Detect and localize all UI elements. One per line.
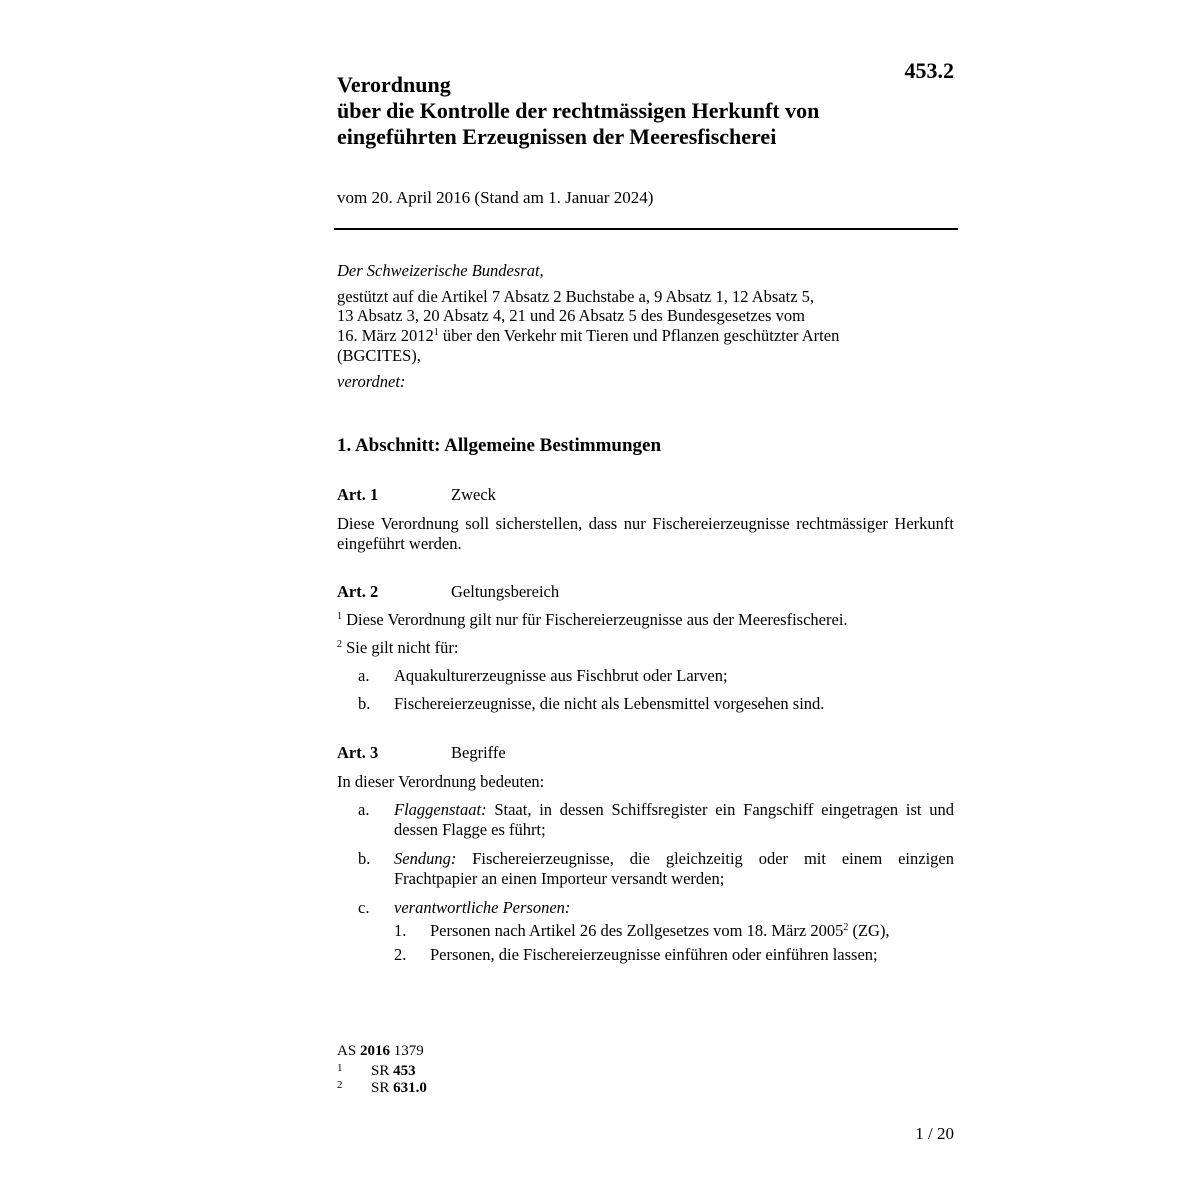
art-2-paragraph-2-text: Sie gilt nicht für: [342, 638, 459, 657]
as-year: 2016 [359, 1043, 390, 1059]
art-3-sub-1-number: 1. [394, 921, 407, 940]
as-page: 1379 [389, 1043, 424, 1059]
basis-line-3-end: über den Verkehr mit Tieren und Pflanzen geschützter Arten [438, 326, 840, 345]
art-1-number: Art. 1 [337, 485, 379, 504]
footnote-2 [371, 1080, 427, 1096]
art-2-item-a-text: Aquakulturerzeugnisse aus Fischbrut oder Larven; [394, 666, 728, 685]
paragraph-mark-2: 2 [337, 639, 342, 650]
footnote-ref-2[interactable]: 2 [843, 922, 849, 933]
art-2-paragraph-1 [337, 610, 848, 630]
document-title [337, 72, 897, 150]
preamble-decrees: verordnet: [337, 372, 406, 391]
date-line: vom 20. April 2016 (Stand am 1. Januar 2024) [337, 188, 654, 207]
title-line-1: Verordnung [337, 72, 451, 97]
art-3-number: Art. 3 [337, 743, 379, 762]
title-line-2: über die Kontrolle der rechtmässigen Herkunft von [337, 98, 820, 123]
term-verantwortliche-personen: verantwortliche Personen: [394, 898, 571, 917]
art-3-intro: In dieser Verordnung bedeuten: [337, 772, 545, 791]
footnote-1-mark: 1 [337, 1062, 343, 1074]
as-prefix: AS [337, 1043, 360, 1059]
art-1-title: Zweck [451, 485, 496, 504]
sr-number: 453.2 [904, 58, 954, 83]
art-3-sub-1-end: (ZG), [848, 921, 890, 940]
art-3-sub-1-text: Personen nach Artikel 26 des Zollgesetzes vom 18. März 2005 [430, 921, 844, 940]
header-divider [334, 228, 958, 230]
art-2-paragraph-1-text: Diese Verordnung gilt nur für Fischereierzeugnisse aus der Meeresfischerei. [342, 610, 848, 629]
art-3-item-c-letter: c. [358, 898, 370, 917]
footnote-2-mark: 2 [337, 1079, 343, 1091]
footnote-1-ref[interactable]: 453 [393, 1063, 416, 1079]
art-2-item-b-text: Fischereierzeugnisse, die nicht als Lebensmittel vorgesehen sind. [394, 694, 825, 713]
footnote-2-ref[interactable]: 631.0 [393, 1080, 427, 1096]
art-2-title: Geltungsbereich [451, 582, 560, 601]
art-1-text: Diese Verordnung soll sicherstellen, dass nur Fischereierzeugnisse rechtmässiger Herkunft eingeführt werden. [337, 514, 954, 553]
page-number: 1 / 20 [915, 1124, 954, 1143]
paragraph-mark-1: 1 [337, 611, 342, 622]
art-3-item-b [394, 849, 954, 889]
art-3-item-a-letter: a. [358, 800, 370, 819]
preamble-basis-line-2: 13 Absatz 3, 20 Absatz 4, 21 und 26 Absatz 5 des Bundesgesetzes vom [337, 306, 805, 325]
footnote-ref-1[interactable]: 1 [433, 327, 439, 338]
art-3-item-a [394, 800, 954, 840]
art-2-number: Art. 2 [337, 582, 379, 601]
preamble-basis-line-1: gestützt auf die Artikel 7 Absatz 2 Buchstabe a, 9 Absatz 1, 12 Absatz 5, [337, 287, 815, 306]
title-line-3: eingeführten Erzeugnissen der Meeresfischerei [337, 124, 777, 149]
term-flaggenstaat: Flaggenstaat: [394, 800, 487, 819]
art-3-item-b-text: Fischereierzeugnisse, die gleichzeitig oder mit einem einzigen Frachtpapier an einen Importeur versandt werden; [394, 849, 954, 888]
art-3-sub-2-text: Personen, die Fischereierzeugnisse einführen oder einführen lassen; [430, 945, 878, 964]
art-3-sub-2-number: 2. [394, 945, 407, 964]
art-2-paragraph-2 [337, 638, 458, 658]
basis-line-3-start: 16. März 2012 [337, 326, 434, 345]
art-2-item-a-letter: a. [358, 666, 370, 685]
official-collection-ref [337, 1043, 424, 1059]
term-sendung: Sendung: [394, 849, 457, 868]
art-2-item-b-letter: b. [358, 694, 371, 713]
preamble-basis-line-4: (BGCITES), [337, 346, 421, 365]
section-heading: 1. Abschnitt: Allgemeine Bestimmungen [337, 435, 662, 456]
footnote-1-prefix: SR [371, 1063, 394, 1079]
art-3-item-b-letter: b. [358, 849, 371, 868]
art-3-title: Begriffe [451, 743, 506, 762]
footnote-1 [371, 1063, 416, 1079]
footnote-2-prefix: SR [371, 1080, 394, 1096]
art-3-sub-1 [430, 921, 890, 941]
art-3-item-a-text: Staat, in dessen Schiffsregister ein Fangschiff eingetragen ist und dessen Flagge es führt; [394, 800, 954, 839]
preamble-basis-line-3 [337, 326, 839, 346]
preamble-authority: Der Schweizerische Bundesrat, [337, 261, 544, 280]
